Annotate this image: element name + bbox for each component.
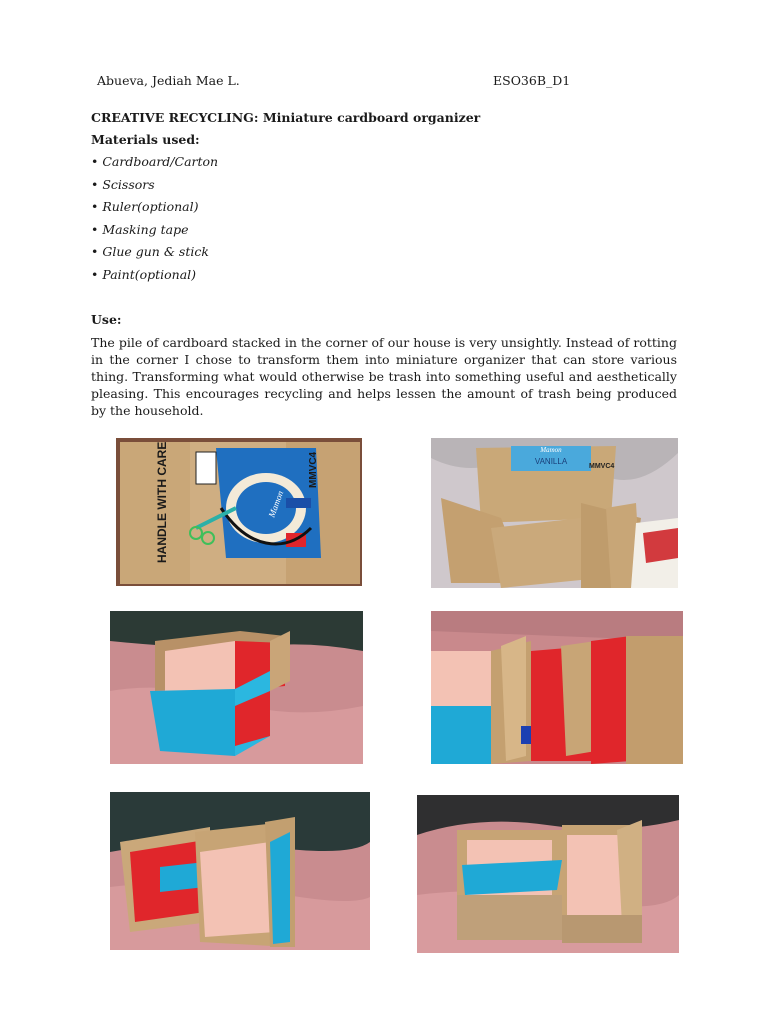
- box-code-label: MMVC4: [308, 451, 319, 488]
- box-code-label-2: MMVC4: [589, 463, 615, 470]
- photo-cut-pieces: [431, 438, 678, 588]
- photo-materials: [116, 438, 362, 586]
- materials-heading: Materials used:: [91, 132, 200, 147]
- use-paragraph: The pile of cardboard stacked in the corner of our house is very unsightly. Instead of rotting in the corner I chose to transform them into miniature organizer that can store various thing. Transforming what would otherwise be trash into something useful and aesthetically pleasing. This encourages recycling and helps lessen the amount of trash being produced by the household.: [91, 335, 677, 418]
- photo-blue-box: [110, 611, 363, 764]
- box-brand-label-2: Mamon: [540, 446, 562, 454]
- material-item: • Scissors: [91, 176, 155, 192]
- document-title: CREATIVE RECYCLING: Miniature cardboard organizer: [91, 110, 481, 125]
- materials-list: [91, 154, 218, 289]
- box-label-vertical: HANDLE WITH CARE: [155, 441, 169, 563]
- material-item: • Paint(optional): [91, 266, 197, 282]
- material-item: • Masking tape: [91, 221, 189, 237]
- material-item: • Cardboard/Carton: [91, 154, 219, 169]
- photo-finished: [417, 795, 679, 953]
- photo-divider: [431, 611, 683, 764]
- photo-angled-view: [110, 792, 370, 950]
- box-brand-label: Mamon: [266, 489, 286, 519]
- use-heading: Use:: [91, 312, 122, 327]
- author-name: Abueva, Jediah Mae L.: [97, 73, 240, 88]
- material-item: • Glue gun & stick: [91, 244, 209, 259]
- material-item: • Ruler(optional): [91, 199, 199, 214]
- box-flavor-label: VANILLA: [534, 457, 568, 466]
- section-code: ESO36B_D1: [493, 73, 571, 88]
